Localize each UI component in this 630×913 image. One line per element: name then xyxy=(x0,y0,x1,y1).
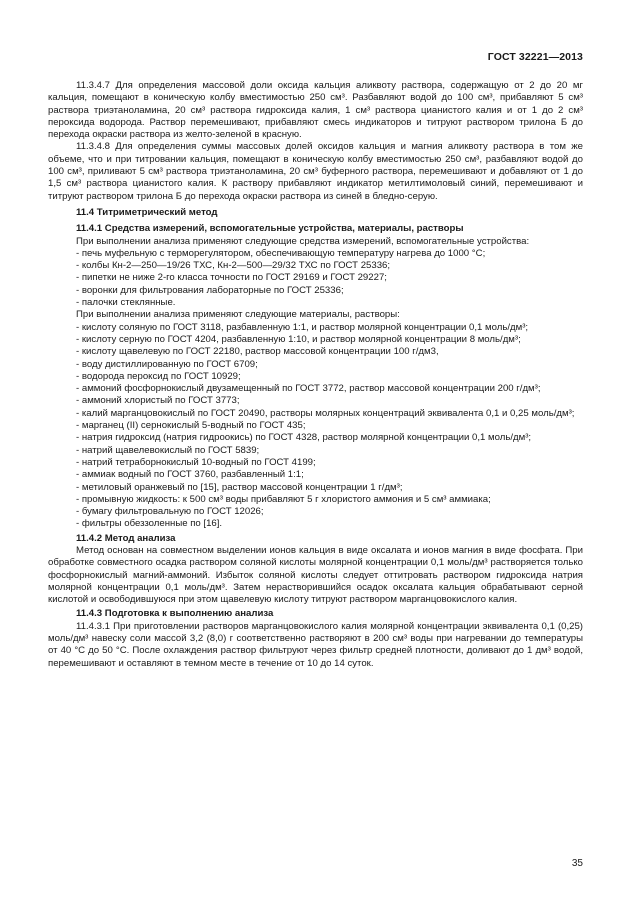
page-header: ГОСТ 32221—2013 xyxy=(487,51,583,63)
list-item: При выполнении анализа применяют следующие средства измерений, вспомогательные устройства: xyxy=(76,235,530,247)
section-heading: 11.4 Титриметрический метод xyxy=(76,206,218,218)
list-item: - колбы Кн-2—250—19/26 ТХС, Кн-2—500—29/32 ТХС по ГОСТ 25336; xyxy=(76,260,391,272)
list-item: При выполнении анализа применяют следующие материалы, растворы: xyxy=(76,309,400,321)
list-item: - промывную жидкость: к 500 см³ воды прибавляют 5 г хлористого аммония и 5 см³ аммиака; xyxy=(76,493,491,505)
list-item: - кислоту соляную по ГОСТ 3118, разбавленную 1:1, и раствор молярной концентрации 0,1 моль/дм³; xyxy=(76,321,529,333)
section-heading: 11.4.3 Подготовка к выполнению анализа xyxy=(76,608,274,620)
paragraph: 11.4.3.1 При приготовлении растворов марганцовокислого калия молярной концентрации эквивалента 0,1 (0,25) моль/дм³ навеску соли массой 3,2 (8,0) г соответственно растворяют в 200 см³ воды при нагревании до температуры от 40 °С до 50 °С. После охлаждения раствор фильтруют через фильтр средней плотности, доливают до 1 дм³ водой, перемешивают и оставляют в темном месте в течение от 10 до 14 суток. xyxy=(48,620,583,669)
page-number: 35 xyxy=(571,858,583,869)
list-item: - водорода пероксид по ГОСТ 10929; xyxy=(76,370,241,382)
list-item: - воду дистиллированную по ГОСТ 6709; xyxy=(76,358,258,370)
list-item: - натрия гидроксид (натрия гидроокись) по ГОСТ 4328, раствор молярной концентрации 0,1 моль/дм³; xyxy=(76,432,532,444)
list-item: - кислоту щавелевую по ГОСТ 22180, раствор массовой концентрации 100 г/дм3, xyxy=(76,346,439,358)
list-item: - бумагу фильтровальную по ГОСТ 12026; xyxy=(76,506,264,518)
list-item: - пипетки не ниже 2-го класса точности по ГОСТ 29169 и ГОСТ 29227; xyxy=(76,272,387,284)
list-item: - печь муфельную с терморегулятором, обеспечивающую температуру нагрева до 1000 °С; xyxy=(76,247,486,259)
list-item: - аммиак водный по ГОСТ 3760, разбавленный 1:1; xyxy=(76,469,304,481)
list-item: - марганец (II) сернокислый 5-водный по ГОСТ 435; xyxy=(76,420,306,432)
paragraph: 11.3.4.7 Для определения массовой доли оксида кальция аликвоту раствора, содержащую от 2 до 20 мг кальция, помещают в коническую колбу вместимостью 250 см³. Разбавляют водой до 100 см³, прибавляют 5 см³ раствора триэтаноламина, 20 см³ раствора гидроксида калия, 1 см³ раствора цианистого калия и от 1 до 2 см³ пероксида водорода. Раствор перемешивают, прибавляют смесь индикаторов и титруют раствором трилона Б до перехода окраски раствора из желто-зеленой в красную. xyxy=(48,80,583,141)
list-item: - воронки для фильтрования лабораторные по ГОСТ 25336; xyxy=(76,284,344,296)
list-item: - палочки стеклянные. xyxy=(76,297,176,309)
list-item: - натрий щавелевокислый по ГОСТ 5839; xyxy=(76,444,260,456)
list-item: - кислоту серную по ГОСТ 4204, разбавленную 1:10, и раствор молярной концентрации 8 моль/дм³; xyxy=(76,333,521,345)
list-item: - фильтры обеззоленные по [16]. xyxy=(76,518,223,530)
document-body xyxy=(48,80,583,670)
paragraph: Метод основан на совместном выделении ионов кальция в виде оксалата и ионов магния в виде фосфата. При обработке совместного осадка раствором соляной кислоты молярной концентрации 0,1 моль/дм³ растворяется только фосфорнокислый магний-аммоний. Избыток соляной кислоты следует оттитровать раствором гидроксида натрия молярной концентрации 0,1 моль/дм³. Затем нерастворившийся осадок оксалата кальция обрабатывают серной кислотой и освободившуюся при этом щавелевую кислоту титруют раствором марганцовокислого калия. xyxy=(48,544,583,606)
list-item: - аммоний хлористый по ГОСТ 3773; xyxy=(76,395,240,407)
section-heading: 11.4.1 Средства измерений, вспомогательные устройства, материалы, растворы xyxy=(76,223,464,235)
section-heading: 11.4.2 Метод анализа xyxy=(76,532,176,544)
list-item: - метиловый оранжевый по [15], раствор массовой концентрации 1 г/дм³; xyxy=(76,481,403,493)
paragraph: - аммоний фосфорнокислый двузамещенный по ГОСТ 3772, раствор массовой концентрации 200 г/дм³; xyxy=(76,383,541,395)
paragraph: 11.3.4.8 Для определения суммы массовых долей оксидов кальция и магния аликвоту раствора в том же объеме, что и при титровании кальция, помещают в коническую колбу вместимостью 250 см³, разбавляют водой до 100 см³, приливают 5 см³ раствора триэтаноламина, 20 см³ буферного раствора, перемешивают и добавляют от 1 до 1,5 см³ раствора цианистого калия. К раствору прибавляют индикатор метилтимоловый синий, перемешивают и титруют раствором трилона Б до перехода окраски раствора из синей в бледно-серую. xyxy=(48,141,583,202)
list-item: - натрий тетраборнокислый 10-водный по ГОСТ 4199; xyxy=(76,456,316,468)
paragraph: - калий марганцовокислый по ГОСТ 20490, растворы молярных концентраций эквивалента 0,1 и 0,25 моль/дм³; xyxy=(76,407,575,419)
